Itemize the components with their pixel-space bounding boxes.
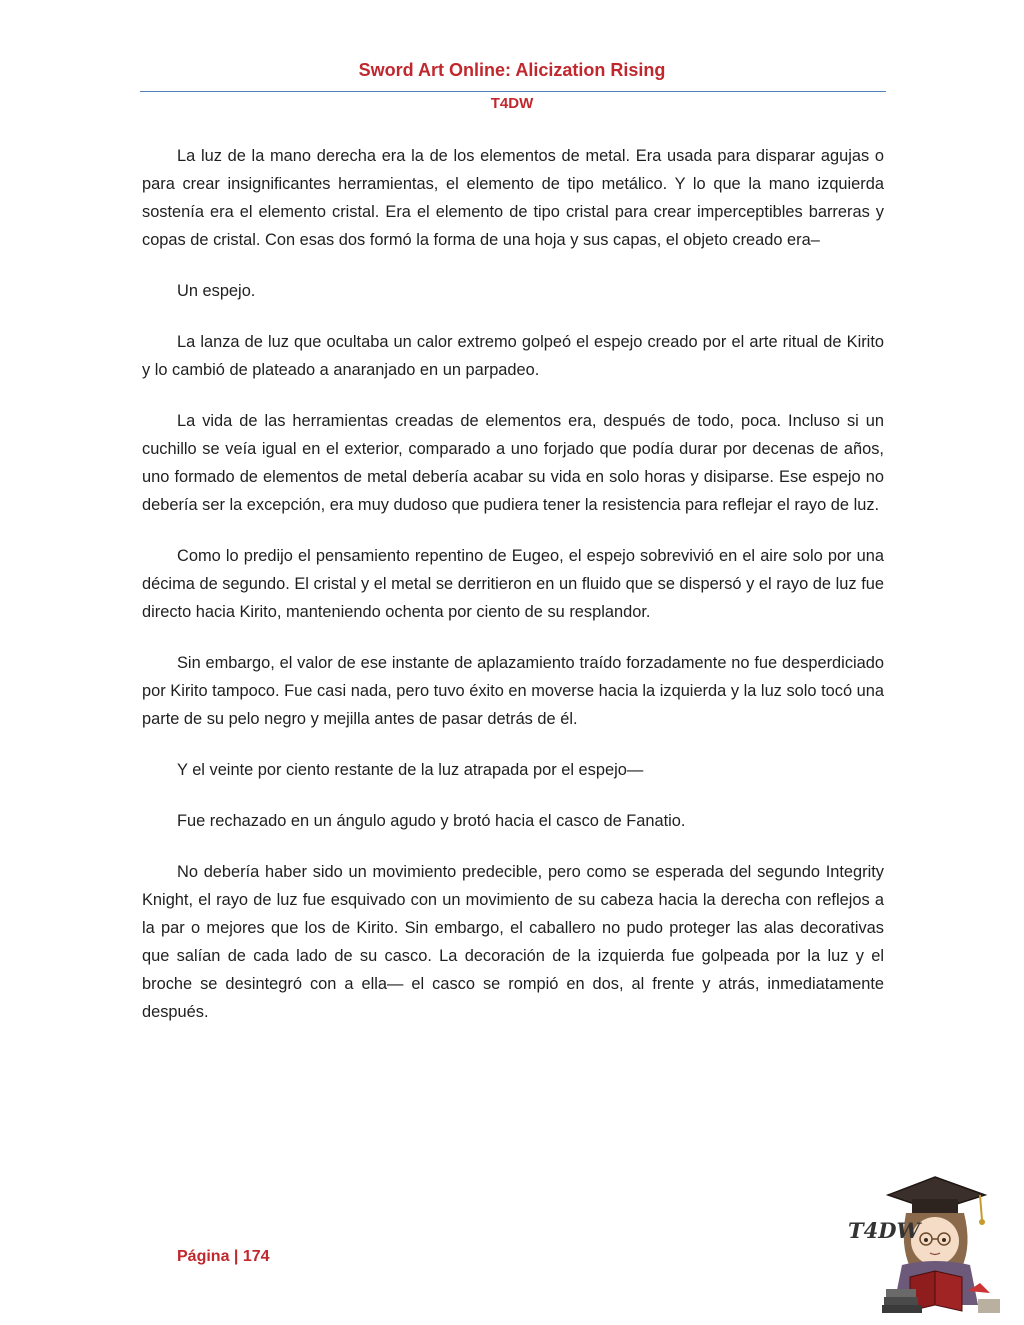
- paragraph: La lanza de luz que ocultaba un calor extremo golpeó el espejo creado por el arte ritual de Kirito y lo cambió de plateado a anaranjado en un parpadeo.: [142, 333, 884, 379]
- paragraph: Un espejo.: [177, 282, 256, 300]
- page-number: Página | 174: [177, 1248, 270, 1265]
- paragraph: Sin embargo, el valor de ese instante de aplazamiento traído forzadamente no fue desperdiciado por Kirito tampoco. Fue casi nada, pero tuvo éxito en moverse hacia la izquierda y la luz solo tocó una parte de su pelo negro y mejilla antes de pasar detrás de él.: [142, 654, 884, 728]
- document-title: Sword Art Online: Alicization Rising: [358, 60, 666, 80]
- page-body: [142, 142, 884, 1049]
- paragraph: La luz de la mano derecha era la de los elementos de metal. Era usada para disparar agujas o para crear insignificantes herramientas, el elemento de tipo metálico. Y lo que la mano izquierda sostenía era el elemento cristal. Era el elemento de tipo cristal para crear imperceptibles barreras y copas de cristal. Con esas dos formó la forma de una hoja y sus capas, el objeto creado era–: [142, 147, 884, 249]
- paragraph: Y el veinte por ciento restante de la luz atrapada por el espejo—: [177, 761, 644, 779]
- paragraph: La vida de las herramientas creadas de elementos era, después de todo, poca. Incluso si un cuchillo se veía igual en el exterior, comparado a uno forjado que podía durar por decenas de años, uno formado de elementos de metal debería acabar su vida en solo horas y disiparse. Ese espejo no debería ser la excepción, era muy dudoso que pudiera tener la resistencia para reflejar el rayo de luz.: [142, 412, 884, 514]
- document-subtitle: T4DW: [490, 95, 534, 112]
- t4dw-mascot-logo: [840, 1165, 1020, 1325]
- paragraph: Como lo predijo el pensamiento repentino de Eugeo, el espejo sobrevivió en el aire solo por una décima de segundo. El cristal y el metal se derritieron en un fluido que se dispersó y el rayo de luz fue directo hacia Kirito, manteniendo ochenta por ciento de su resplandor.: [142, 547, 884, 621]
- paragraph: No debería haber sido un movimiento predecible, pero como se esperada del segundo Integrity Knight, el rayo de luz fue esquivado con un movimiento de su cabeza hacia la derecha con reflejos a la par o mejores que los de Kirito. Sin embargo, el caballero no pudo proteger las alas decorativas que salían de cada lado de su casco. La decoración de la izquierda fue golpeada por la luz y el broche se desintegró con a ella— el casco se rompió en dos, al frente y atrás, inmediatamente después.: [142, 863, 884, 1021]
- header-divider: [140, 91, 886, 92]
- logo-text: T4DW: [848, 1218, 921, 1243]
- paragraph: Fue rechazado en un ángulo agudo y brotó hacia el casco de Fanatio.: [177, 812, 686, 830]
